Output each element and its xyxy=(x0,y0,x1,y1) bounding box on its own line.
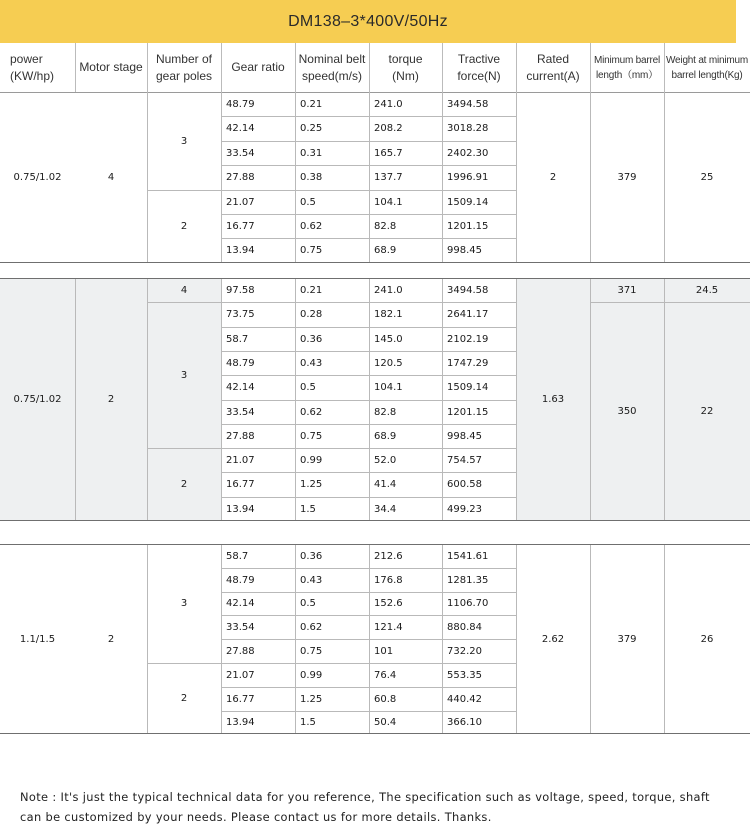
belt-speed-cell: 0.62 xyxy=(300,220,323,232)
tractive-force-cell: 732.20 xyxy=(447,645,482,657)
belt-speed-cell: 0.28 xyxy=(300,309,323,320)
column-header: Minimum barrel length（mm） xyxy=(593,54,661,81)
gear-ratio-cell: 16.77 xyxy=(226,220,255,232)
gear-ratio-cell: 48.79 xyxy=(226,574,255,586)
tractive-force-cell: 3494.58 xyxy=(447,98,489,110)
tractive-force-cell: 880.84 xyxy=(447,621,482,633)
min-barrel-length-cell: 379 xyxy=(617,172,637,183)
tractive-force-cell: 1281.35 xyxy=(447,574,489,586)
torque-cell: 68.9 xyxy=(374,430,397,442)
column-header: Number of gear poles xyxy=(155,51,213,83)
spec-block xyxy=(0,278,750,521)
gear-poles-cell: 3 xyxy=(180,598,188,609)
tractive-force-cell: 998.45 xyxy=(447,430,482,442)
tractive-force-cell: 1509.14 xyxy=(447,196,489,208)
gear-ratio-cell: 21.07 xyxy=(226,196,255,208)
belt-speed-cell: 0.43 xyxy=(300,574,323,586)
torque-cell: 145.0 xyxy=(374,333,403,345)
gear-ratio-cell: 42.14 xyxy=(226,382,255,393)
torque-cell: 68.9 xyxy=(374,245,397,256)
tractive-force-cell: 754.57 xyxy=(447,454,482,466)
weight-cell: 26 xyxy=(700,633,714,645)
rated-current-cell: 2 xyxy=(549,172,557,183)
torque-cell: 120.5 xyxy=(374,357,403,369)
spec-block xyxy=(0,92,750,263)
torque-cell: 76.4 xyxy=(374,669,397,681)
rated-current-cell: 2.62 xyxy=(541,633,565,645)
tractive-force-cell: 1509.14 xyxy=(447,382,489,393)
table-title: DM138–3*400V/50Hz xyxy=(0,0,736,43)
tractive-force-cell: 2641.17 xyxy=(447,309,489,320)
belt-speed-cell: 1.25 xyxy=(300,693,323,705)
tractive-force-cell: 600.58 xyxy=(447,479,482,490)
gear-ratio-cell: 33.54 xyxy=(226,147,255,159)
column-header: Nominal belt speed(m/s) xyxy=(298,51,366,83)
torque-cell: 241.0 xyxy=(374,98,403,110)
belt-speed-cell: 0.62 xyxy=(300,406,323,418)
belt-speed-cell: 0.99 xyxy=(300,669,323,681)
torque-cell: 152.6 xyxy=(374,598,403,609)
belt-speed-cell: 0.62 xyxy=(300,621,323,633)
torque-cell: 121.4 xyxy=(374,621,403,633)
torque-cell: 104.1 xyxy=(374,196,403,208)
tractive-force-cell: 1106.70 xyxy=(447,598,489,609)
weight-cell: 22 xyxy=(700,406,714,417)
tractive-force-cell: 366.10 xyxy=(447,717,482,728)
column-header: torque (Nm) xyxy=(388,51,423,83)
gear-ratio-cell: 97.58 xyxy=(226,284,255,296)
torque-cell: 52.0 xyxy=(374,454,397,466)
gear-ratio-cell: 13.94 xyxy=(226,245,255,256)
torque-cell: 165.7 xyxy=(374,147,403,159)
belt-speed-cell: 0.36 xyxy=(300,550,323,562)
power-cell: 0.75/1.02 xyxy=(13,394,62,405)
gear-poles-cell: 4 xyxy=(180,284,188,296)
gear-ratio-cell: 21.07 xyxy=(226,454,255,466)
gear-ratio-cell: 48.79 xyxy=(226,98,255,110)
belt-speed-cell: 0.38 xyxy=(300,172,323,183)
torque-cell: 82.8 xyxy=(374,220,397,232)
column-header: Gear ratio xyxy=(231,60,285,74)
torque-cell: 60.8 xyxy=(374,693,397,705)
torque-cell: 208.2 xyxy=(374,123,403,134)
tractive-force-cell: 1996.91 xyxy=(447,172,489,183)
tractive-force-cell: 1201.15 xyxy=(447,220,489,232)
belt-speed-cell: 0.36 xyxy=(300,333,323,345)
weight-cell: 25 xyxy=(700,172,714,183)
belt-speed-cell: 0.21 xyxy=(300,284,323,296)
gear-ratio-cell: 16.77 xyxy=(226,693,255,705)
belt-speed-cell: 0.5 xyxy=(300,382,316,393)
rated-current-cell: 1.63 xyxy=(541,394,565,405)
torque-cell: 137.7 xyxy=(374,172,403,183)
belt-speed-cell: 0.75 xyxy=(300,245,323,256)
gear-ratio-cell: 27.88 xyxy=(226,430,255,442)
gear-ratio-cell: 58.7 xyxy=(226,550,249,562)
torque-cell: 182.1 xyxy=(374,309,403,320)
torque-cell: 212.6 xyxy=(374,550,403,562)
gear-ratio-cell: 16.77 xyxy=(226,479,255,490)
torque-cell: 50.4 xyxy=(374,717,397,728)
motor-stage-cell: 2 xyxy=(107,633,115,645)
column-header: Motor stage xyxy=(79,60,143,74)
tractive-force-cell: 499.23 xyxy=(447,503,482,515)
belt-speed-cell: 0.25 xyxy=(300,123,323,134)
gear-ratio-cell: 58.7 xyxy=(226,333,249,345)
gear-ratio-cell: 42.14 xyxy=(226,123,255,134)
belt-speed-cell: 0.75 xyxy=(300,430,323,442)
tractive-force-cell: 2402.30 xyxy=(447,147,489,159)
belt-speed-cell: 0.21 xyxy=(300,98,323,110)
tractive-force-cell: 2102.19 xyxy=(447,333,489,345)
gear-poles-cell: 2 xyxy=(180,693,188,704)
belt-speed-cell: 1.5 xyxy=(300,503,316,515)
gear-ratio-cell: 73.75 xyxy=(226,309,255,320)
gear-ratio-cell: 21.07 xyxy=(226,669,255,681)
gear-ratio-cell: 27.88 xyxy=(226,172,255,183)
power-cell: 0.75/1.02 xyxy=(13,172,62,183)
motor-stage-cell: 4 xyxy=(107,172,115,183)
tractive-force-cell: 3018.28 xyxy=(447,123,489,134)
tractive-force-cell: 3494.58 xyxy=(447,284,489,296)
gear-poles-cell: 2 xyxy=(180,221,188,232)
tractive-force-cell: 440.42 xyxy=(447,693,482,705)
tractive-force-cell: 1201.15 xyxy=(447,406,489,418)
gear-ratio-cell: 48.79 xyxy=(226,357,255,369)
gear-poles-cell: 3 xyxy=(180,135,188,147)
column-header: Tractive force(N) xyxy=(457,51,501,83)
torque-cell: 104.1 xyxy=(374,382,403,393)
belt-speed-cell: 0.75 xyxy=(300,645,323,657)
belt-speed-cell: 0.5 xyxy=(300,598,316,609)
torque-cell: 41.4 xyxy=(374,479,397,490)
column-header: power (KW/hp) xyxy=(10,51,55,83)
min-barrel-length-cell: 371 xyxy=(617,284,637,296)
gear-ratio-cell: 33.54 xyxy=(226,621,255,633)
gear-poles-cell: 2 xyxy=(180,479,188,490)
torque-cell: 82.8 xyxy=(374,406,397,418)
gear-poles-cell: 3 xyxy=(180,369,188,381)
column-header: Weight at minimum barrel length(Kg) xyxy=(666,54,748,81)
power-cell: 1.1/1.5 xyxy=(19,633,56,645)
gear-ratio-cell: 27.88 xyxy=(226,645,255,657)
belt-speed-cell: 0.99 xyxy=(300,454,323,466)
torque-cell: 101 xyxy=(374,645,394,657)
torque-cell: 176.8 xyxy=(374,574,403,586)
belt-speed-cell: 0.31 xyxy=(300,147,323,159)
min-barrel-length-cell: 350 xyxy=(617,406,637,417)
column-header: Rated current(A) xyxy=(526,51,580,83)
belt-speed-cell: 0.5 xyxy=(300,196,316,208)
motor-stage-cell: 2 xyxy=(107,394,115,405)
table-header-row xyxy=(0,43,750,93)
gear-ratio-cell: 42.14 xyxy=(226,598,255,609)
gear-ratio-cell: 33.54 xyxy=(226,406,255,418)
tractive-force-cell: 1541.61 xyxy=(447,550,489,562)
tractive-force-cell: 1747.29 xyxy=(447,357,489,369)
torque-cell: 34.4 xyxy=(374,503,397,515)
spec-block xyxy=(0,544,750,734)
gear-ratio-cell: 13.94 xyxy=(226,717,255,728)
weight-cell: 24.5 xyxy=(695,284,719,296)
torque-cell: 241.0 xyxy=(374,284,403,296)
belt-speed-cell: 0.43 xyxy=(300,357,323,369)
min-barrel-length-cell: 379 xyxy=(617,633,637,645)
belt-speed-cell: 1.25 xyxy=(300,479,323,490)
tractive-force-cell: 998.45 xyxy=(447,245,482,256)
footnote: Note : It's just the typical technical data for you reference, The specification such as voltage, speed, torque, shaft can be customized by your needs. Please contact us for more details. Thanks. xyxy=(20,790,710,824)
belt-speed-cell: 1.5 xyxy=(300,717,316,728)
tractive-force-cell: 553.35 xyxy=(447,669,482,681)
gear-ratio-cell: 13.94 xyxy=(226,503,255,515)
